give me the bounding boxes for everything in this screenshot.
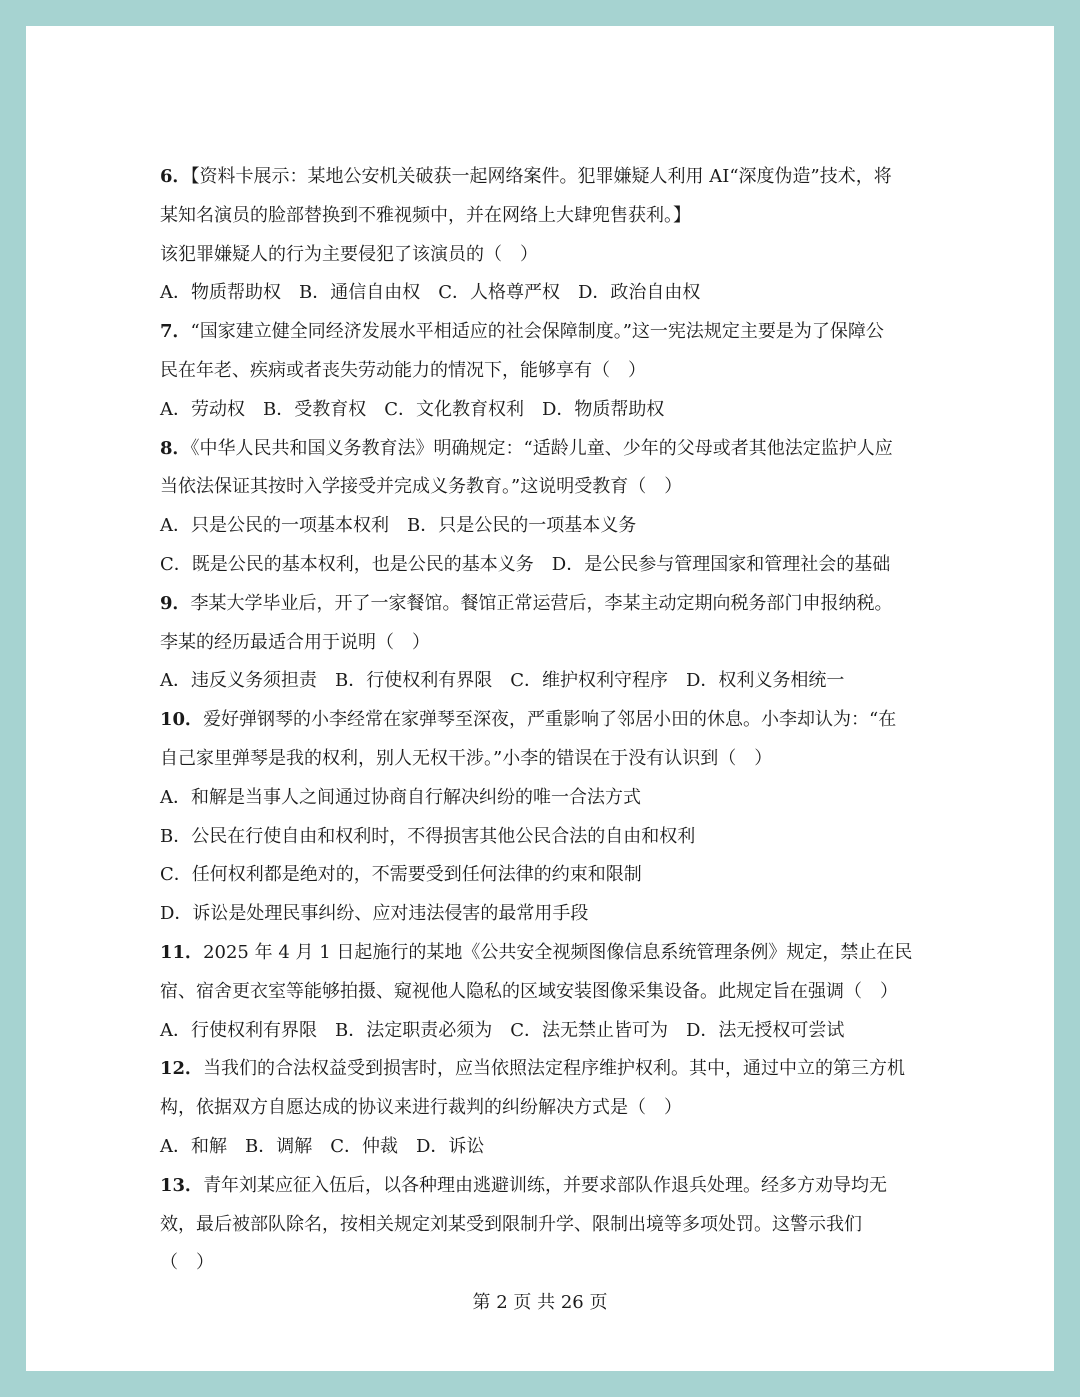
text-line xyxy=(160,585,930,624)
text-line xyxy=(160,856,930,895)
text-line xyxy=(160,1206,930,1245)
text-line xyxy=(160,934,930,973)
line-text: 李某的经历最适合用于说明（ ） xyxy=(160,631,430,653)
document-page xyxy=(26,26,1054,1371)
question-number: 11． xyxy=(160,941,204,963)
question-number: 8． xyxy=(160,437,191,459)
line-text: 《中华人民共和国义务教育法》明确规定：“适龄儿童、少年的父母或者其他法定监护人应 xyxy=(190,437,893,459)
question-number: 9． xyxy=(160,592,191,614)
line-text: C．既是公民的基本权利，也是公民的基本义务 D．是公民参与管理国家和管理社会的基础 xyxy=(160,553,891,575)
text-line xyxy=(160,430,930,469)
line-text: 宿、宿舍更衣室等能够拍摄、窥视他人隐私的区域安装图像采集设备。此规定旨在强调（ ） xyxy=(160,980,898,1002)
text-line xyxy=(160,468,930,507)
line-text: D．诉讼是处理民事纠纷、应对违法侵害的最常用手段 xyxy=(160,903,589,925)
line-text: 2025 年 4 月 1 日起施行的某地《公共安全视频图像信息系统管理条例》规定，禁止在民 xyxy=(203,941,913,963)
text-line xyxy=(160,1167,930,1206)
text-line xyxy=(160,624,930,663)
question-number: 7． xyxy=(160,321,191,343)
text-line xyxy=(160,158,930,197)
question-number: 13． xyxy=(160,1174,204,1196)
question-content xyxy=(160,158,930,1283)
text-line xyxy=(160,1128,930,1167)
text-line xyxy=(160,391,930,430)
line-text: A．物质帮助权 B．通信自由权 C．人格尊严权 D．政治自由权 xyxy=(160,282,701,304)
text-line xyxy=(160,740,930,779)
text-line xyxy=(160,274,930,313)
line-text: （ ） xyxy=(160,1252,214,1274)
line-text: A．和解是当事人之间通过协商自行解决纠纷的唯一合法方式 xyxy=(160,786,641,808)
line-text: 该犯罪嫌疑人的行为主要侵犯了该演员的（ ） xyxy=(160,243,538,265)
page-footer: 第 2 页 共 26 页 xyxy=(472,1292,608,1313)
text-line xyxy=(160,313,930,352)
line-text: C．任何权利都是绝对的，不需要受到任何法律的约束和限制 xyxy=(160,864,642,886)
line-text: 当依法保证其按时入学接受并完成义务教育。”这说明受教育（ ） xyxy=(160,476,683,498)
line-text: A．劳动权 B．受教育权 C．文化教育权利 D．物质帮助权 xyxy=(160,398,665,420)
text-line xyxy=(160,895,930,934)
line-text: 民在年老、疾病或者丧失劳动能力的情况下，能够享有（ ） xyxy=(160,359,646,381)
line-text: 爱好弹钢琴的小李经常在家弹琴至深夜，严重影响了邻居小田的休息。小李却认为：“在 xyxy=(203,709,897,731)
text-line xyxy=(160,236,930,275)
text-line xyxy=(160,973,930,1012)
line-text: 效，最后被部队除名，按相关规定刘某受到限制升学、限制出境等多项处罚。这警示我们 xyxy=(160,1213,862,1235)
text-line xyxy=(160,1050,930,1089)
text-line xyxy=(160,197,930,236)
text-line xyxy=(160,701,930,740)
question-number: 10． xyxy=(160,709,204,731)
line-text: A．违反义务须担责 B．行使权利有界限 C．维护权利守程序 D．权利义务相统一 xyxy=(160,670,845,692)
text-line xyxy=(160,507,930,546)
line-text: 某知名演员的脸部替换到不雅视频中，并在网络上大肆兜售获利。】 xyxy=(160,204,691,226)
line-text: 青年刘某应征入伍后，以各种理由逃避训练，并要求部队作退兵处理。经多方劝导均无 xyxy=(203,1174,888,1196)
line-text: A．只是公民的一项基本权利 B．只是公民的一项基本义务 xyxy=(160,515,637,537)
line-text: 当我们的合法权益受到损害时，应当依照法定程序维护权利。其中，通过中立的第三方机 xyxy=(203,1058,906,1080)
line-text: A．行使权利有界限 B．法定职责必须为 C．法无禁止皆可为 D．法无授权可尝试 xyxy=(160,1019,845,1041)
line-text: 【资料卡展示：某地公安机关破获一起网络案件。犯罪嫌疑人利用 AI“深度伪造”技术，将 xyxy=(190,166,892,187)
question-number: 6． xyxy=(160,166,191,187)
text-line xyxy=(160,1012,930,1051)
line-text: 自己家里弹琴是我的权利，别人无权干涉。”小李的错误在于没有认识到（ ） xyxy=(160,747,773,769)
line-text: A．和解 B．调解 C．仲裁 D．诉讼 xyxy=(160,1135,485,1157)
line-text: 构，依据双方自愿达成的协议来进行裁判的纠纷解决方式是（ ） xyxy=(160,1097,682,1119)
line-text: B．公民在行使自由和权利时，不得损害其他公民合法的自由和权利 xyxy=(160,825,696,847)
text-line xyxy=(160,1244,930,1283)
text-line xyxy=(160,1089,930,1128)
text-line xyxy=(160,546,930,585)
text-line xyxy=(160,779,930,818)
line-text: “国家建立健全同经济发展水平相适应的社会保障制度。”这一宪法规定主要是为了保障公 xyxy=(190,321,884,343)
line-text: 李某大学毕业后，开了一家餐馆。餐馆正常运营后，李某主动定期向税务部门申报纳税。 xyxy=(190,592,893,614)
text-line xyxy=(160,662,930,701)
question-number: 12． xyxy=(160,1058,204,1080)
text-line xyxy=(160,818,930,857)
text-line xyxy=(160,352,930,391)
